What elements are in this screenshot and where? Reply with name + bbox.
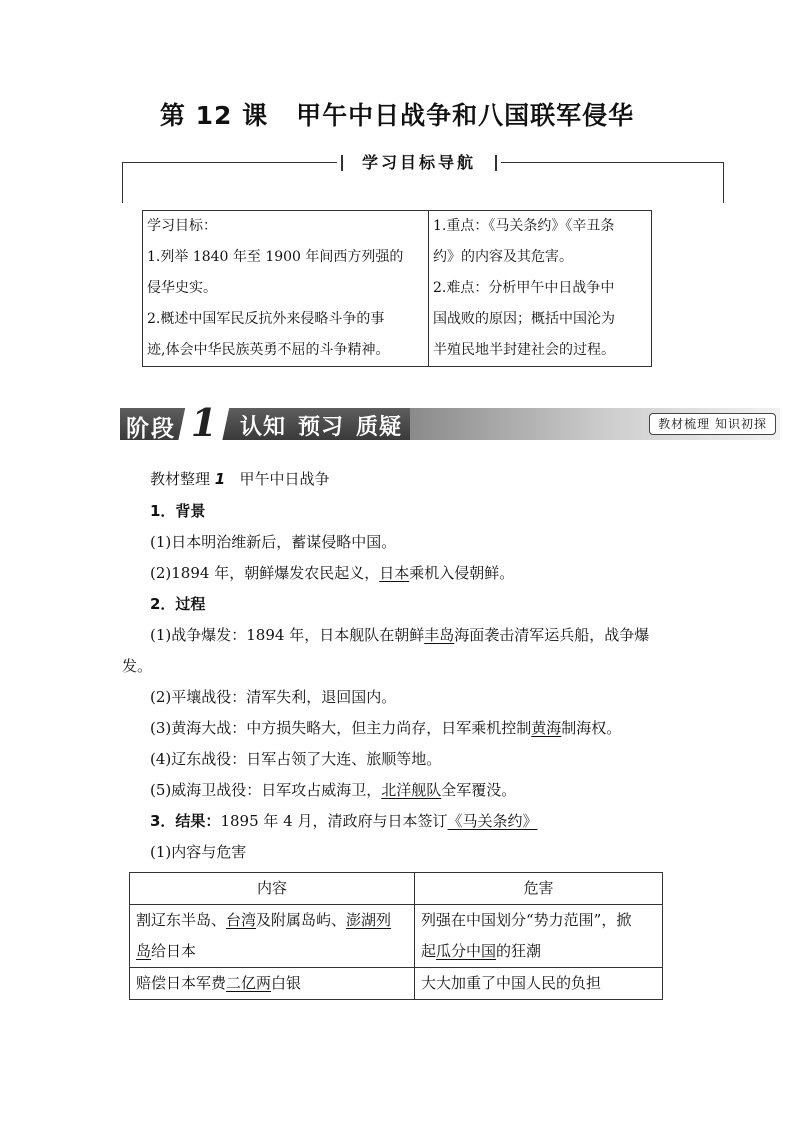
answer-japan: 日本 <box>379 564 410 582</box>
text: 割辽东半岛、 <box>136 911 227 929</box>
answer-huanghai: 黄海 <box>531 719 562 737</box>
text: 及附属岛屿、 <box>256 911 347 929</box>
goal-left-line: 1.列举 1840 年至 1900 年间西方列强的 <box>147 249 404 265</box>
text: (2)1894 年，朝鲜爆发农民起义， <box>150 564 380 582</box>
table-row <box>130 905 663 968</box>
goal-left-line: 2.概述中国军民反抗外来侵略斗争的事 <box>147 311 385 327</box>
process-item-1-cont: 发。 <box>122 657 153 675</box>
text: 白银 <box>271 974 302 992</box>
cell-line <box>421 936 656 967</box>
cell-line: 列强在中国划分“势力范围”，掀 <box>421 911 632 929</box>
result-line <box>150 810 537 832</box>
background-item-1: (1)日本明治维新后，蓄谋侵略中国。 <box>150 533 397 551</box>
stage-phrase: 质疑 <box>356 414 403 440</box>
header-harm: 危害 <box>415 873 663 905</box>
stage-tag: 教材梳理 知识初探 <box>649 413 776 435</box>
text: 全军覆没。 <box>441 781 517 799</box>
goal-right-line: 半殖民地半封建社会的过程。 <box>433 342 615 358</box>
process-item-2: (2)平壤战役：清军失利，退回国内。 <box>150 688 397 706</box>
text: 赔偿日本军费 <box>136 974 227 992</box>
answer-eryi: 二亿两 <box>226 974 272 992</box>
answer-beiyang: 北洋舰队 <box>381 781 442 799</box>
table-row <box>130 968 663 1000</box>
text: 制海权。 <box>561 719 622 737</box>
stage-phrase: 认知 <box>240 414 287 440</box>
nav-label: 学习目标导航 <box>337 152 501 174</box>
treaty-table <box>129 872 663 1000</box>
process-item-5 <box>150 779 516 801</box>
process-item-4: (4)辽东战役：日军占领了大连、旅顺等地。 <box>150 750 442 768</box>
goal-right-line: 2.难点：分析甲午中日战争中 <box>433 280 615 296</box>
row1-content <box>130 905 415 968</box>
header-content: 内容 <box>130 873 415 905</box>
stage-number: 1 <box>190 400 218 445</box>
background-heading: 1．背景 <box>150 502 206 520</box>
answer-maguan: 《马关条约》 <box>447 812 538 830</box>
stage-phrase: 预习 <box>298 414 345 440</box>
row2-harm: 大大加重了中国人民的负担 <box>415 968 663 1000</box>
process-heading: 2．过程 <box>150 595 206 613</box>
goal-left-line: 迹,体会中华民族英勇不屈的斗争精神。 <box>147 342 390 358</box>
section-heading <box>150 468 330 490</box>
text: (5)威海卫战役：日军攻占威海卫， <box>150 781 382 799</box>
answer-taiwan: 台湾 <box>226 911 257 929</box>
text: (1)战争爆发：1894 年，日本舰队在朝鲜 <box>150 626 425 644</box>
result-heading: 3．结果： <box>150 812 221 830</box>
goal-right-line: 国战败的原因；概括中国沦为 <box>433 311 615 327</box>
row1-harm <box>415 905 663 968</box>
process-item-1 <box>150 624 649 646</box>
stage-banner <box>120 400 780 445</box>
row2-content <box>130 968 415 1000</box>
stage-number-box <box>178 402 231 444</box>
answer-penghu-cont: 岛 <box>136 942 152 960</box>
text: (3)黄海大战：中方损失略大，但主力尚存，日军乘机控制 <box>150 719 532 737</box>
goal-left-cell <box>143 211 429 367</box>
goal-left-line: 学习目标： <box>147 218 217 234</box>
section-number: 1 <box>214 470 226 488</box>
table-row <box>130 873 663 905</box>
answer-fengdao: 丰岛 <box>424 626 455 644</box>
answer-guafen: 瓜分中国 <box>436 942 497 960</box>
text: 起 <box>421 942 437 960</box>
text: 乘机入侵朝鲜。 <box>409 564 515 582</box>
text: 海面袭击清军运兵船，战争爆 <box>454 626 650 644</box>
text: 1895 年 4 月，清政府与日本签订 <box>220 812 448 830</box>
stage-phrases <box>240 410 414 441</box>
text: 的狂潮 <box>496 942 542 960</box>
goal-left-line: 侵华史实。 <box>147 280 217 296</box>
cell-line <box>136 936 408 967</box>
answer-penghu: 澎湖列 <box>346 911 392 929</box>
text: 给日本 <box>151 942 197 960</box>
section-title: 甲午中日战争 <box>239 470 330 488</box>
cell-line <box>136 905 408 936</box>
lesson-number: 第 12 课 <box>159 101 269 130</box>
goal-table <box>142 210 652 367</box>
goal-right-cell <box>429 211 652 367</box>
page-title <box>0 96 794 132</box>
goal-right-line: 1.重点：《马关条约》《辛丑条 <box>433 218 615 234</box>
process-item-3 <box>150 717 621 739</box>
background-item-2 <box>150 562 514 584</box>
section-label: 教材整理 <box>150 470 211 488</box>
stage-word: 阶段 <box>126 416 176 442</box>
result-sub: (1)内容与危害 <box>150 843 247 861</box>
lesson-name: 甲午中日战争和八国联军侵华 <box>296 101 635 130</box>
goal-right-line: 约》的内容及其危害。 <box>433 249 573 265</box>
